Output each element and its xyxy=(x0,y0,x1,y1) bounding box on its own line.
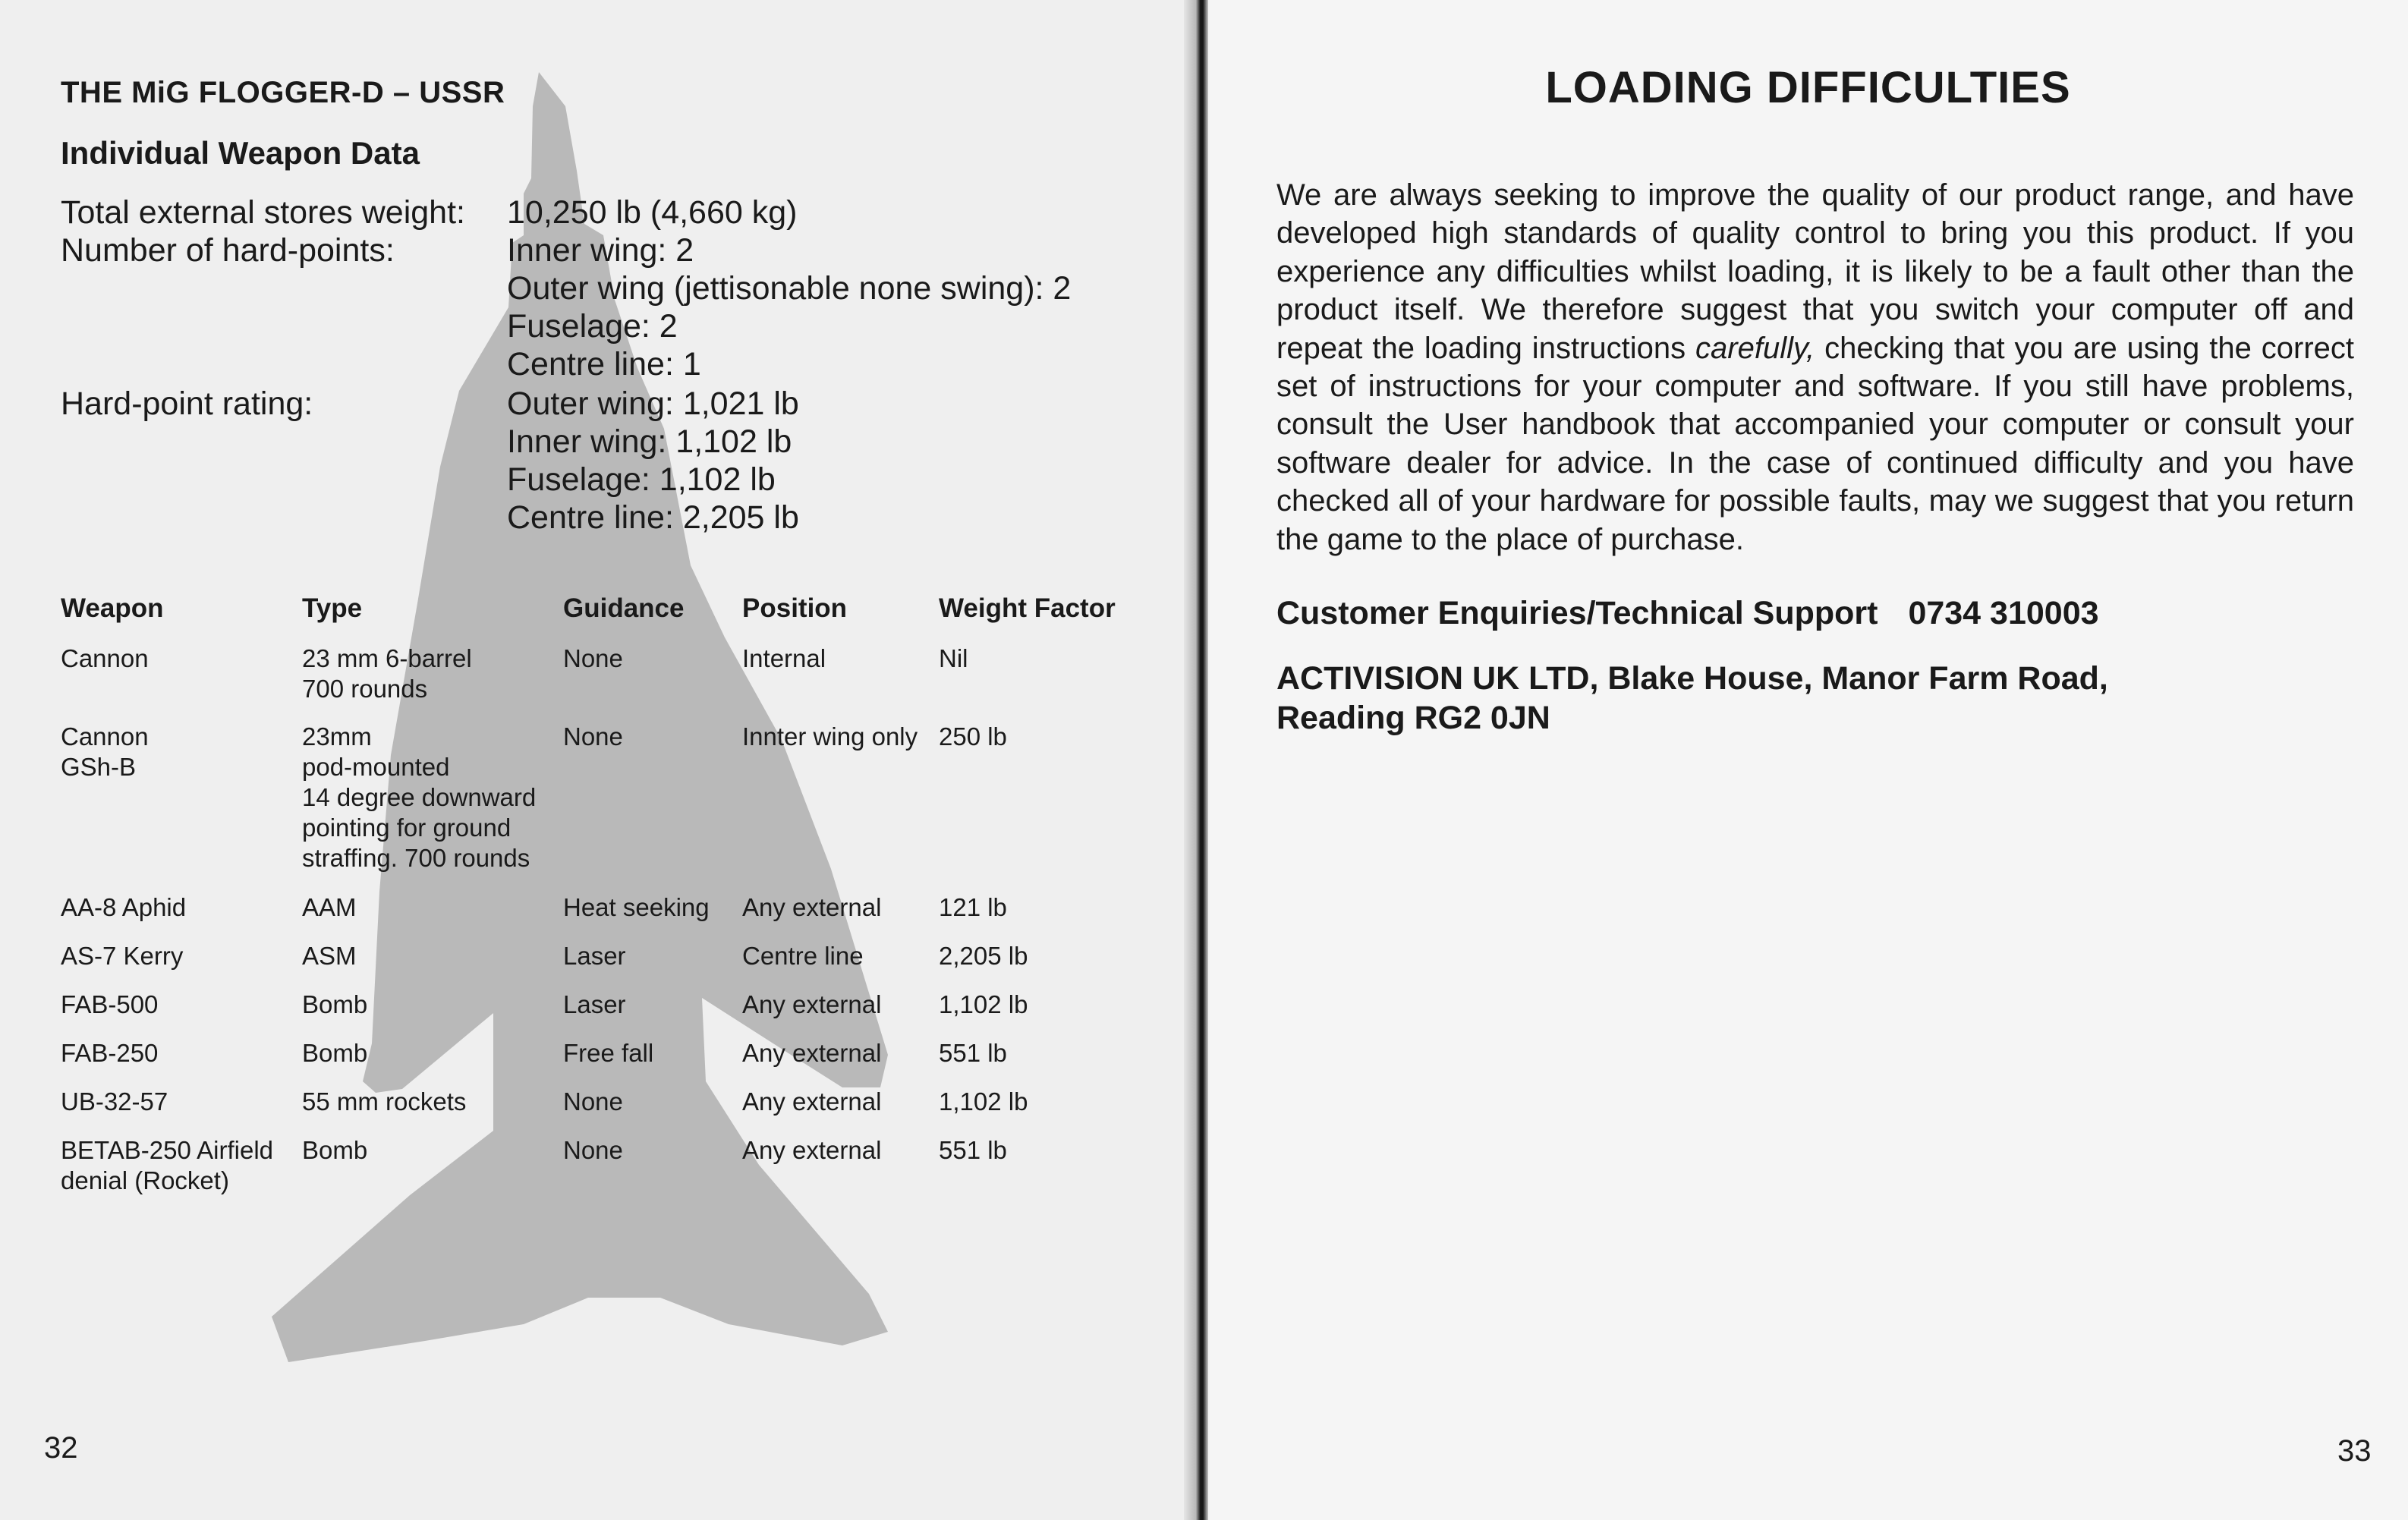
spec-value: Centre line: 1 xyxy=(507,346,701,382)
table-cell-guidance: Heat seeking xyxy=(563,893,710,921)
aircraft-title: THE MiG FLOGGER-D – USSR xyxy=(61,76,505,109)
table-cell-guidance: None xyxy=(563,644,623,672)
table-cell-position: Innter wing only xyxy=(742,722,918,751)
support-phone: 0734 310003 xyxy=(1908,595,2099,631)
left-page xyxy=(0,0,1193,1520)
spec-value: 10,250 lb (4,660 kg) xyxy=(507,194,798,231)
page-number-left: 32 xyxy=(44,1431,78,1465)
table-cell-guidance: Free fall xyxy=(563,1039,654,1067)
company-address xyxy=(1276,659,2263,738)
table-cell-type: Bomb xyxy=(302,990,368,1018)
table-cell-guidance: None xyxy=(563,1136,623,1164)
address-line: Reading RG2 0JN xyxy=(1276,700,1550,736)
spec-value: Inner wing: 1,102 lb xyxy=(507,423,792,460)
loading-paragraph xyxy=(1276,176,2354,559)
table-cell-type: Bomb xyxy=(302,1039,368,1067)
table-cell-weight: 2,205 lb xyxy=(939,942,1028,970)
table-cell-weapon: AA-8 Aphid xyxy=(61,893,187,921)
table-cell-weight: 551 lb xyxy=(939,1136,1007,1164)
table-cell-weapon: Cannon xyxy=(61,722,149,751)
table-cell-weapon: FAB-250 xyxy=(61,1039,159,1067)
table-cell-weight: 121 lb xyxy=(939,893,1007,921)
table-cell-guidance: None xyxy=(563,1087,623,1116)
table-cell-weight: 1,102 lb xyxy=(939,990,1028,1018)
address-line: ACTIVISION UK LTD, Blake House, Manor Farm Road, xyxy=(1276,660,2108,697)
table-cell-type: 23 mm 6-barrel xyxy=(302,644,472,672)
table-cell-type: straffing. 700 rounds xyxy=(302,844,530,872)
table-cell-type: 23mm xyxy=(302,722,372,751)
paragraph-text: checking that you are using the correct set of instructions for your computer and software. If you still have problems, consult the User handbook that accompanied your computer or consult your software dealer for advice. In the case of continued difficulty and you have checked all of your hardware for possible faults, may we suggest that you return the game to the place of purchase. xyxy=(1276,331,2354,556)
table-cell-weapon: denial (Rocket) xyxy=(61,1166,229,1194)
paragraph-text: We are always seeking to improve the quality of our product range, and have developed high standards of quality control to bring you this product. If you experience any difficulties whilst loading, it is likely to be a fault other than the product itself. We therefore suggest that you switch your computer off and repeat the loading instructions xyxy=(1276,178,2354,365)
table-header-weapon: Weapon xyxy=(61,593,164,623)
right-page xyxy=(1208,0,2408,1520)
spec-value: Outer wing: 1,021 lb xyxy=(507,386,799,422)
support-label: Customer Enquiries/Technical Support xyxy=(1276,595,1878,631)
table-cell-position: Centre line xyxy=(742,942,864,970)
table-header-weight: Weight Factor xyxy=(939,593,1116,623)
table-cell-position: Internal xyxy=(742,644,826,672)
spec-value: Outer wing (jettisonable none swing): 2 xyxy=(507,270,1072,307)
table-cell-type: 700 rounds xyxy=(302,675,428,703)
table-cell-weapon: AS-7 Kerry xyxy=(61,942,184,970)
table-cell-position: Any external xyxy=(742,893,882,921)
support-line xyxy=(1276,595,2099,632)
table-cell-weight: 1,102 lb xyxy=(939,1087,1028,1116)
table-cell-weight: 551 lb xyxy=(939,1039,1007,1067)
table-cell-guidance: Laser xyxy=(563,990,626,1018)
table-cell-position: Any external xyxy=(742,1087,882,1116)
table-cell-position: Any external xyxy=(742,1136,882,1164)
table-cell-position: Any external xyxy=(742,990,882,1018)
spec-value: Centre line: 2,205 lb xyxy=(507,499,799,536)
table-cell-weapon: UB-32-57 xyxy=(61,1087,168,1116)
spec-label: Hard-point rating: xyxy=(61,386,313,422)
table-header-position: Position xyxy=(742,593,848,623)
table-cell-weight: 250 lb xyxy=(939,722,1007,751)
table-cell-type: Bomb xyxy=(302,1136,368,1164)
table-cell-type: ASM xyxy=(302,942,357,970)
table-cell-weapon: FAB-500 xyxy=(61,990,159,1018)
spec-value: Fuselage: 1,102 lb xyxy=(507,461,776,498)
spec-value: Inner wing: 2 xyxy=(507,232,694,269)
table-cell-type: pointing for ground xyxy=(302,813,512,842)
page-number-right: 33 xyxy=(2337,1434,2372,1468)
table-cell-type: 14 degree downward xyxy=(302,783,537,811)
paragraph-emphasis: carefully, xyxy=(1695,331,1815,365)
table-cell-guidance: Laser xyxy=(563,942,626,970)
table-cell-type: 55 mm rockets xyxy=(302,1087,467,1116)
spec-label: Total external stores weight: xyxy=(61,194,465,231)
table-header-type: Type xyxy=(302,593,363,623)
table-header-guidance: Guidance xyxy=(563,593,685,623)
table-cell-weight: Nil xyxy=(939,644,968,672)
table-cell-type: pod-mounted xyxy=(302,753,450,781)
table-cell-type: AAM xyxy=(302,893,357,921)
page-title: LOADING DIFFICULTIES xyxy=(1545,63,2071,112)
table-cell-guidance: None xyxy=(563,722,623,751)
section-subtitle: Individual Weapon Data xyxy=(61,135,420,171)
table-cell-position: Any external xyxy=(742,1039,882,1067)
table-cell-weapon: GSh-B xyxy=(61,753,137,781)
spec-value: Fuselage: 2 xyxy=(507,308,678,345)
table-cell-weapon: Cannon xyxy=(61,644,149,672)
spec-label: Number of hard-points: xyxy=(61,232,395,269)
table-cell-weapon: BETAB-250 Airfield xyxy=(61,1136,274,1164)
